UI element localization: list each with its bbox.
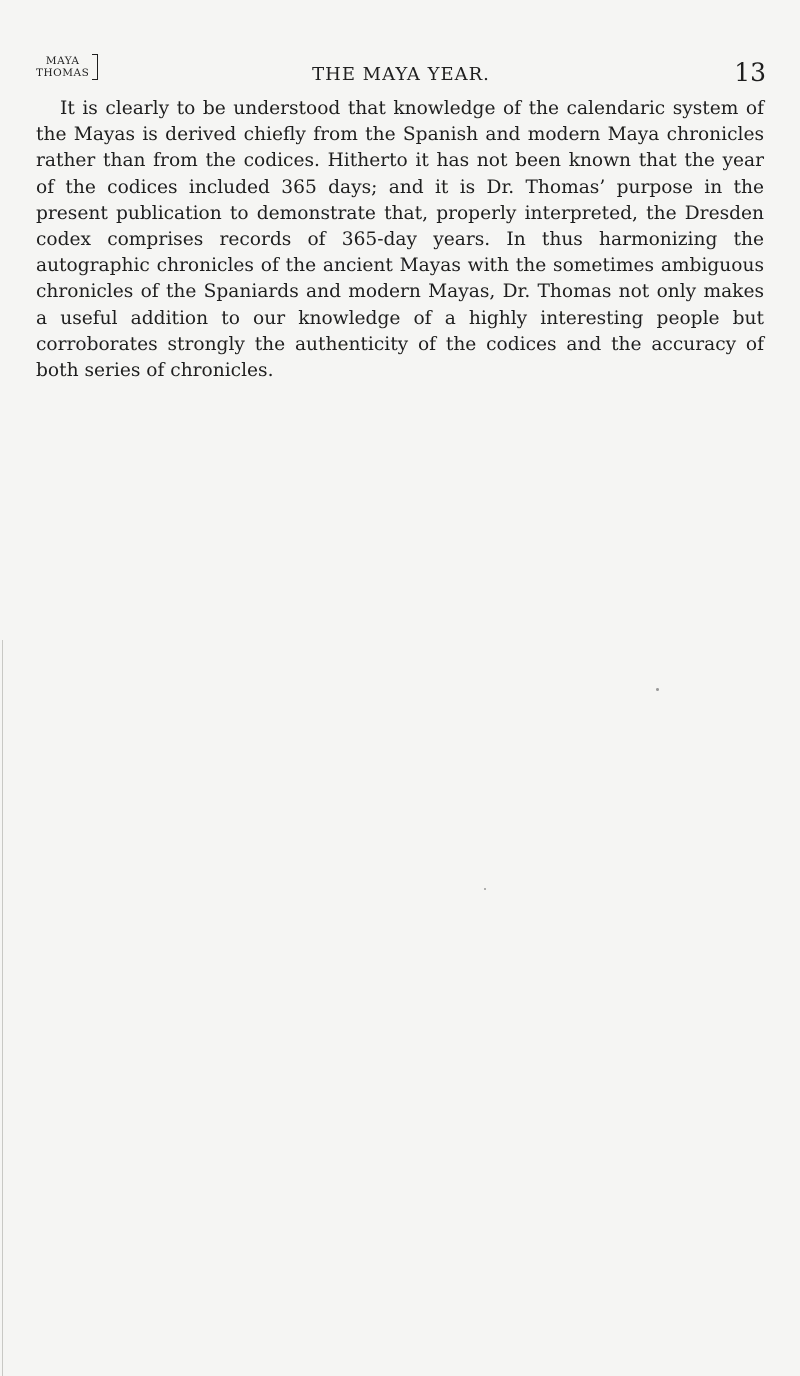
scan-speck bbox=[484, 888, 486, 890]
scan-margin-line bbox=[2, 640, 3, 1376]
running-head bbox=[36, 52, 766, 92]
side-note-line-2: THOMAS bbox=[36, 67, 90, 79]
side-note-line-1: MAYA bbox=[45, 55, 80, 67]
paragraph: It is clearly to be understood that knowledge of the calendaric system of the Mayas is derived chiefly from the Spanish and modern Maya chronicles rather than from the codices. Hitherto it has not been known that the year of the codices included 365 days; and it is Dr. Thomas’ purpose in the present publication to demonstrate that, properly interpreted, the Dresden codex comprises records of 365-day years. In thus harmonizing the autographic chronicles of the ancient Mayas with the sometimes ambiguous chronicles of the Spaniards and modern Mayas, Dr. Thomas not only makes a useful addition to our knowledge of a highly interesting people but corroborates strongly the authenticity of the codices and the accuracy of both series of chronicles. bbox=[36, 98, 764, 382]
page-number: 13 bbox=[734, 58, 766, 87]
scan-speck bbox=[656, 688, 659, 691]
body-text bbox=[36, 96, 764, 384]
running-head-title: THE MAYA YEAR. bbox=[312, 64, 490, 85]
